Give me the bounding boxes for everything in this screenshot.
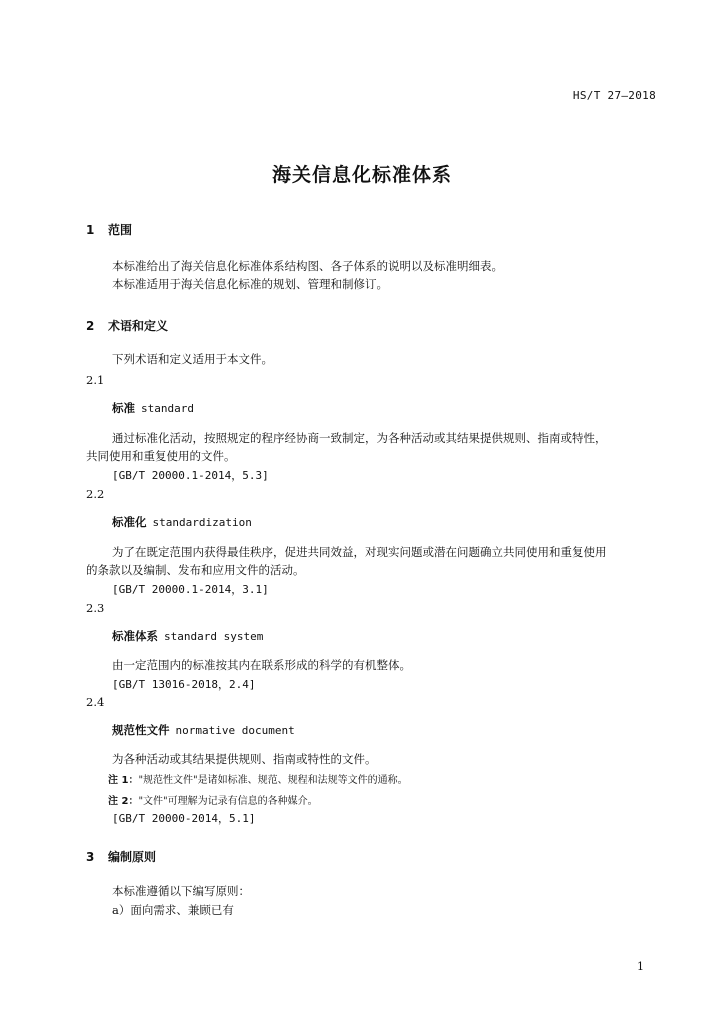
term-heading <box>112 722 295 738</box>
section-2-number: 2 <box>86 319 95 333</box>
term-source: [GB/T 20000-2014，5.1] <box>112 812 256 825</box>
section-3-intro: 本标准遵循以下编写原则： <box>112 884 250 898</box>
term-chinese: 标准化 <box>112 515 147 529</box>
section-2-heading <box>86 317 168 334</box>
term-definition-line-1: 通过标准化活动，按照规定的程序经协商一致制定，为各种活动或其结果提供规则、指南或特性， <box>112 431 607 445</box>
standard-code: HS/T 27—2018 <box>572 89 656 102</box>
term-number: 2.2 <box>86 487 105 501</box>
document-title: 海关信息化标准体系 <box>271 164 452 186</box>
term-chinese: 规范性文件 <box>112 723 170 737</box>
term-definition-line-2: 的条款以及编制、发布和应用文件的活动。 <box>86 563 305 577</box>
term-number: 2.4 <box>86 695 105 709</box>
term-chinese: 标准体系 <box>112 629 158 643</box>
note-label: 注 1： <box>108 775 139 786</box>
term-heading <box>112 514 252 530</box>
term-heading <box>112 628 263 644</box>
section-1-number: 1 <box>86 223 95 237</box>
term-number: 2.1 <box>86 373 105 387</box>
section-1-paragraph-1: 本标准给出了海关信息化标准体系结构图、各子体系的说明以及标准明细表。 <box>112 259 503 273</box>
note-text: "规范性文件"是诸如标准、规范、规程和法规等文件的通称。 <box>138 775 408 786</box>
term-source: [GB/T 20000.1-2014，3.1] <box>112 583 269 596</box>
section-3-title: 编制原则 <box>108 850 157 864</box>
term-source: [GB/T 20000.1-2014，5.3] <box>112 469 269 482</box>
section-1-title: 范围 <box>108 223 133 237</box>
term-english: normative document <box>175 724 295 737</box>
term-definition-line-1: 为了在既定范围内获得最佳秩序，促进共同效益，对现实问题或潜在问题确立共同使用和重复使用 <box>112 545 607 559</box>
term-definition-line-1: 由一定范围内的标准按其内在联系形成的科学的有机整体。 <box>112 658 411 672</box>
term-english: standard system <box>164 630 264 643</box>
term-english: standard <box>141 402 194 415</box>
term-chinese: 标准 <box>112 401 135 415</box>
section-1-paragraph-2: 本标准适用于海关信息化标准的规划、管理和制修订。 <box>112 277 388 291</box>
section-1-heading <box>86 221 132 238</box>
term-english: standardization <box>152 516 252 529</box>
page-number: 1 <box>637 960 644 973</box>
term-definition-line-2: 共同使用和重复使用的文件。 <box>86 449 236 463</box>
term-note-1 <box>108 771 408 786</box>
term-source: [GB/T 13016-2018，2.4] <box>112 678 256 691</box>
term-heading <box>112 400 194 416</box>
list-item-a: a）面向需求、兼顾已有 <box>112 903 234 917</box>
term-number: 2.3 <box>86 601 105 615</box>
section-2-intro: 下列术语和定义适用于本文件。 <box>112 352 273 366</box>
term-note-2 <box>108 792 318 807</box>
section-2-title: 术语和定义 <box>108 319 169 333</box>
note-label: 注 2： <box>108 796 139 807</box>
section-3-heading <box>86 848 156 865</box>
section-3-number: 3 <box>86 850 95 864</box>
term-definition-line-1: 为各种活动或其结果提供规则、指南或特性的文件。 <box>112 752 377 766</box>
note-text: "文件"可理解为记录有信息的各种媒介。 <box>138 796 318 807</box>
